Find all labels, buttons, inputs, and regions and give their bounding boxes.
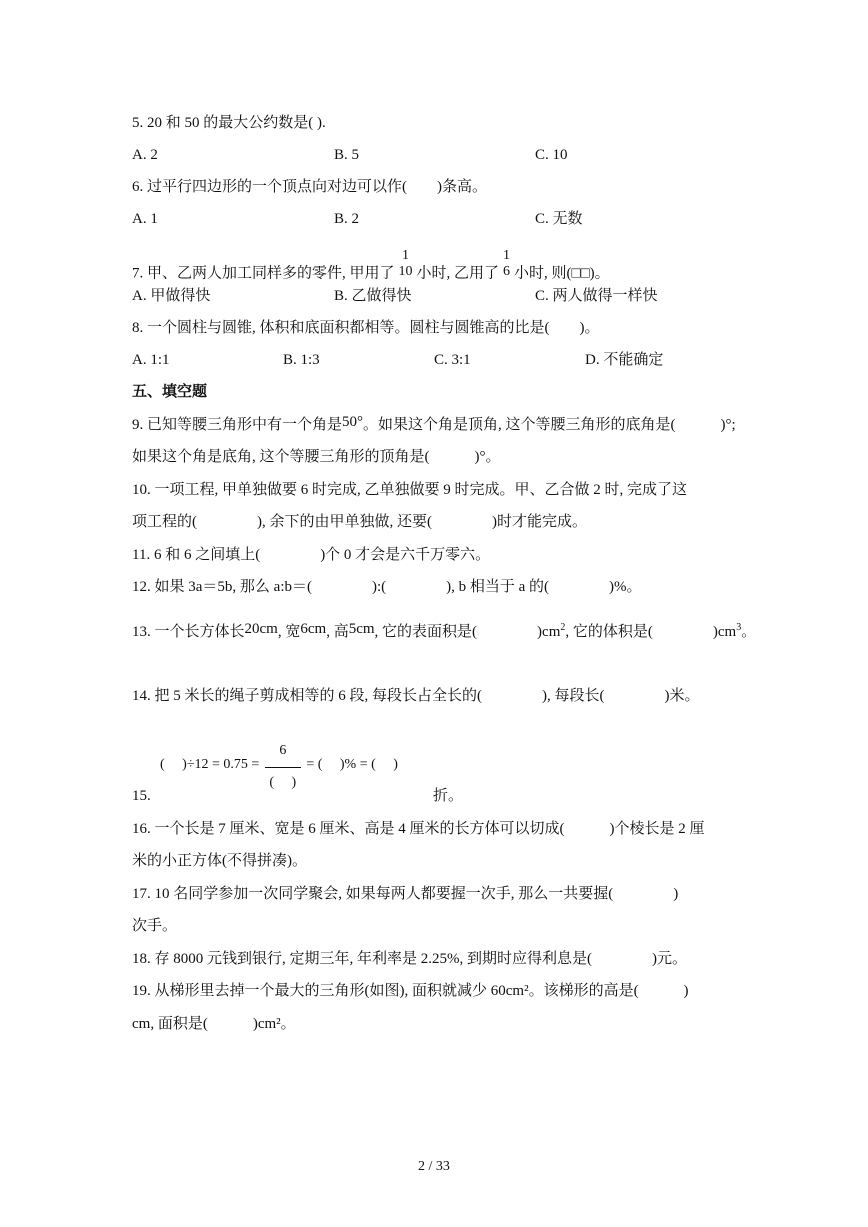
q13-width: 6cm	[300, 621, 327, 637]
q8-option-b: B. 1:3	[283, 352, 320, 368]
question-5-stem: 5. 20 和 50 的最大公约数是( ).	[132, 115, 326, 131]
q7-option-b: B. 乙做得快	[334, 288, 412, 304]
q7-option-c: C. 两人做得一样快	[535, 288, 658, 304]
q13-height: 5cm	[348, 621, 375, 637]
q9-text-2: 。如果这个角是顶角, 这个等腰三角形的底角是( )°;	[363, 417, 736, 433]
page-number: 2 / 33	[418, 1159, 450, 1174]
q15-fraction-num: 6	[279, 743, 287, 758]
q13-text-c: , 高	[326, 624, 349, 640]
q13-text-e: , 它的体积是( )	[565, 624, 718, 640]
question-16-line-2: 米的小正方体(不得拼凑)。	[132, 853, 307, 869]
q13-unit-area: cm	[542, 624, 561, 640]
question-10-line-1: 10. 一项工程, 甲单独做要 6 时完成, 乙单独做要 9 时完成。甲、乙合做 2 时, 完成了这	[132, 482, 688, 498]
q5-option-c: C. 10	[535, 147, 568, 163]
q15-number: 15.	[132, 788, 151, 804]
question-5-options	[132, 145, 832, 165]
q5-option-a: A. 2	[132, 147, 158, 163]
q6-option-a: A. 1	[132, 211, 158, 227]
question-8-options	[132, 350, 832, 370]
question-17-line-2: 次手。	[132, 918, 178, 934]
question-17-line-1: 17. 10 名同学参加一次同学聚会, 如果每两人都要握一次手, 那么一共要握( )	[132, 886, 679, 902]
question-9-line-1	[132, 415, 736, 435]
question-19-line-2: cm, 面积是( )cm²。	[132, 1016, 296, 1032]
q15-formula-b: = ( )% = ( )	[306, 757, 398, 772]
question-12: 12. 如果 3a＝5b, 那么 a:b＝( ):( ), b 相当于 a 的( )%。	[132, 579, 642, 595]
question-11: 11. 6 和 6 之间填上( )个 0 才会是六千万零六。	[132, 547, 491, 563]
q13-unit-volume: cm	[717, 624, 737, 640]
q7-fraction-2	[501, 248, 512, 280]
q8-option-d: D. 不能确定	[585, 352, 664, 368]
q7-fraction-2-num: 1	[503, 248, 511, 263]
q13-text-a: 13. 一个长方体长	[132, 624, 245, 640]
q9-angle: 50°	[342, 414, 364, 430]
question-16-line-1: 16. 一个长是 7 厘米、宽是 6 厘米、高是 4 厘米的长方体可以切成( )个棱长是 2 厘	[132, 821, 705, 837]
question-15-formula	[160, 743, 398, 790]
q13-length: 20cm	[244, 621, 278, 637]
question-14: 14. 把 5 米长的绳子剪成相等的 6 段, 每段长占全长的( ), 每段长( )米。	[132, 688, 700, 704]
q13-text-b: , 宽	[277, 624, 301, 640]
q7-option-a: A. 甲做得快	[132, 288, 211, 304]
q13-text-d: , 它的表面积是( )	[374, 624, 543, 640]
q9-text-1: 9. 已知等腰三角形中有一个角是	[132, 417, 343, 433]
q15-suffix: 折。	[433, 788, 464, 804]
q7-text-1: 7. 甲、乙两人加工同样多的零件, 甲用了	[132, 265, 395, 282]
q15-fraction	[263, 743, 303, 790]
question-8-stem: 8. 一个圆柱与圆锥, 体积和底面积都相等。圆柱与圆锥高的比是( )。	[132, 320, 600, 336]
question-6-options	[132, 209, 832, 229]
q7-fraction-2-den: 6	[503, 264, 511, 279]
question-19-line-1: 19. 从梯形里去掉一个最大的三角形(如图), 面积就减少 60cm²。该梯形的高是( )	[132, 983, 689, 999]
q6-option-c: C. 无数	[535, 211, 583, 227]
q13-sup-volume: 3	[736, 622, 742, 633]
question-9-line-2: 如果这个角是底角, 这个等腰三角形的顶角是( )°。	[132, 449, 501, 465]
question-7-options	[132, 286, 832, 306]
question-10-line-2: 项工程的( ), 余下的由甲单独做, 还要( )时才能完成。	[132, 514, 587, 530]
section-title: 五、填空题	[132, 384, 208, 400]
question-6-stem: 6. 过平行四边形的一个顶点向对边可以作( )条高。	[132, 179, 487, 195]
q5-option-b: B. 5	[334, 147, 360, 163]
q15-fraction-den: ( )	[269, 775, 297, 790]
q6-option-b: B. 2	[334, 211, 360, 227]
q8-option-c: C. 3:1	[434, 352, 471, 368]
q13-sup-area: 2	[560, 622, 566, 633]
q8-option-a: A. 1:1	[132, 352, 170, 368]
q7-fraction-1-den: 10	[398, 264, 413, 279]
q7-fraction-1-num: 1	[402, 248, 410, 263]
q15-formula-a: ( )÷12 = 0.75 =	[160, 757, 260, 772]
q13-text-f: 。	[741, 624, 757, 640]
q7-text-2: 小时, 乙用了	[416, 265, 500, 282]
q7-fraction-1	[397, 248, 415, 280]
question-18: 18. 存 8000 元钱到银行, 定期三年, 年利率是 2.25%, 到期时应得利息是( )元。	[132, 951, 687, 967]
question-13	[132, 618, 756, 642]
q15-fraction-bar	[265, 767, 301, 768]
q7-text-3: 小时, 则(□□)。	[514, 265, 610, 282]
